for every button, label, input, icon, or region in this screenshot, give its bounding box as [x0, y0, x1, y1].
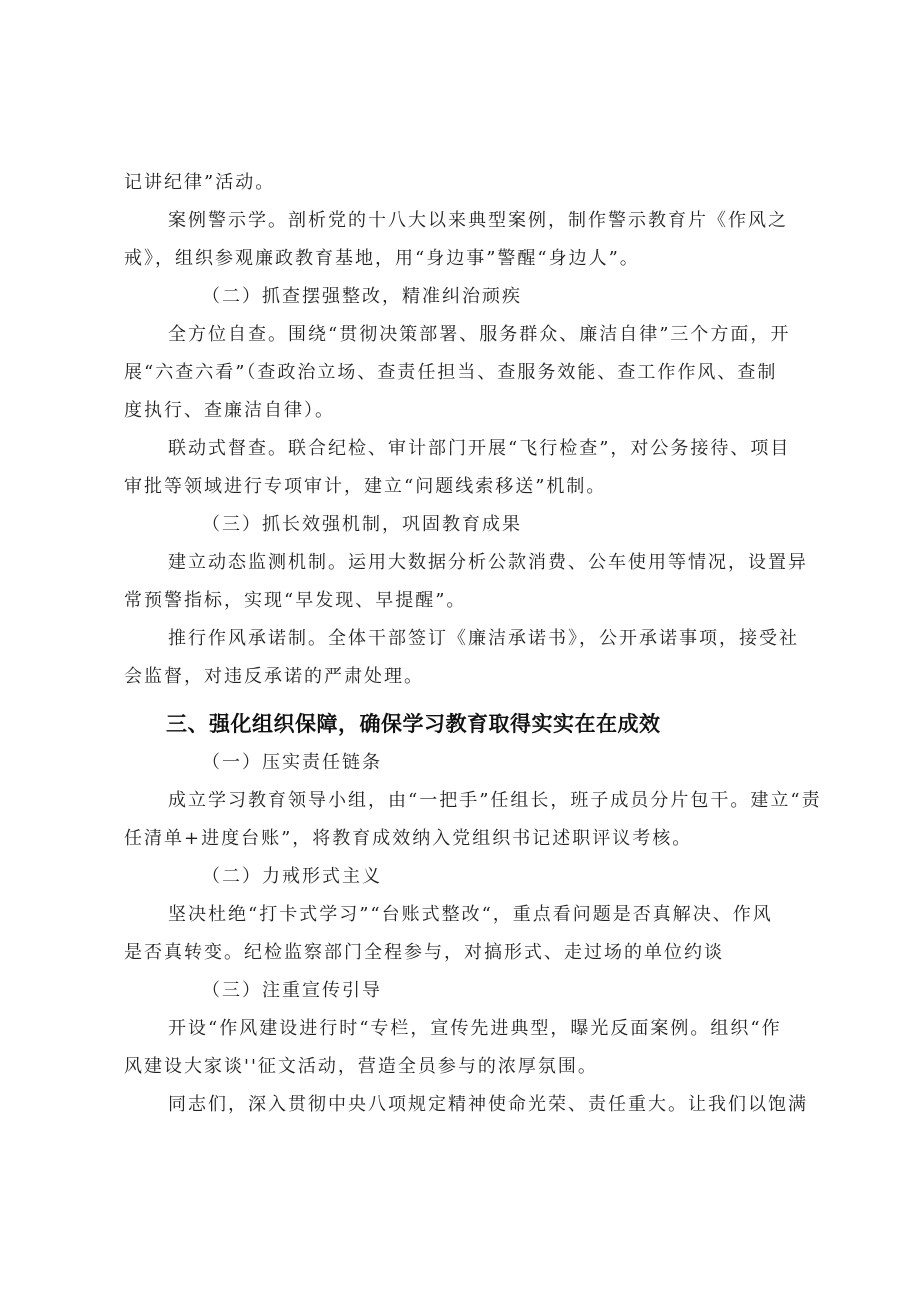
paragraph-line: 建立动态监测机制。运用大数据分析公款消费、公车使用等情况，设置异: [168, 552, 808, 573]
body-text-part-2: [124, 744, 822, 1124]
paragraph-line: 是否真转变。纪检监察部门全程参与，对搞形式、走过场的单位约谈: [124, 942, 724, 963]
paragraph-line: 案例警示学。剖析党的十八大以来典型案例，制作警示教育片《作风之: [168, 210, 788, 231]
section-heading: 三、强化组织保障，确保学习教育取得实实在在成效: [166, 712, 661, 736]
paragraph-line: 展“六查六看”（查政治立场、查责任担当、查服务效能、查工作作风、查制: [124, 362, 778, 383]
body-text-part-1: [124, 164, 806, 696]
paragraph-line: 坚决杜绝“打卡式学习”“台账式整改“，重点看问题是否真解决、作风: [168, 904, 773, 925]
section-subheading: （一）压实责任链条: [202, 752, 382, 773]
paragraph-line: 戒》，组织参观廉政教育基地，用“身边事”警醒“身边人”。: [124, 248, 640, 269]
section-subheading: （三）抓长效强机制，巩固教育成果: [202, 514, 522, 535]
paragraph-line: 常预警指标，实现“早发现、早提醒”。: [124, 590, 467, 611]
section-subheading: （二）抓查摆强整改，精准纠治顽疾: [202, 286, 522, 307]
paragraph-line: 会监督，对违反承诺的严肃处理。: [124, 666, 424, 687]
paragraph-line: 任清单+进度台账”，将教育成效纳入党组织书记述职评议考核。: [124, 828, 693, 849]
paragraph-line: 风建设大家谈''征文活动，营造全员参与的浓厚氛围。: [124, 1056, 598, 1077]
section-subheading: （二）力戒形式主义: [202, 866, 382, 887]
paragraph-line: 联动式督查。联合纪检、审计部门开展“飞行检查”，对公务接待、项目: [168, 438, 791, 459]
paragraph-line: 审批等领域进行专项审计，建立“问题线索移送”机制。: [124, 476, 607, 497]
paragraph-line: 成立学习教育领导小组，由“一把手”任组长，班子成员分片包干。建立“责: [168, 790, 822, 811]
paragraph-line: 开设“作风建设进行时“专栏，宣传先进典型，曝光反面案例。组织“作: [168, 1018, 782, 1039]
paragraph-line: 全方位自查。围绕“贯彻决策部署、服务群众、廉洁自律”三个方面，开: [168, 324, 791, 345]
paragraph-line: 推行作风承诺制。全体干部签订《廉洁承诺书》，公开承诺事项，接受社: [168, 628, 799, 649]
paragraph-line: 记讲纪律”活动。: [124, 172, 276, 193]
section-subheading: （三）注重宣传引导: [202, 980, 382, 1001]
paragraph-line: 度执行、查廉洁自律）。: [124, 400, 335, 421]
paragraph-line: 同志们，深入贯彻中央八项规定精神使命光荣、责任重大。让我们以饱满: [168, 1094, 808, 1115]
